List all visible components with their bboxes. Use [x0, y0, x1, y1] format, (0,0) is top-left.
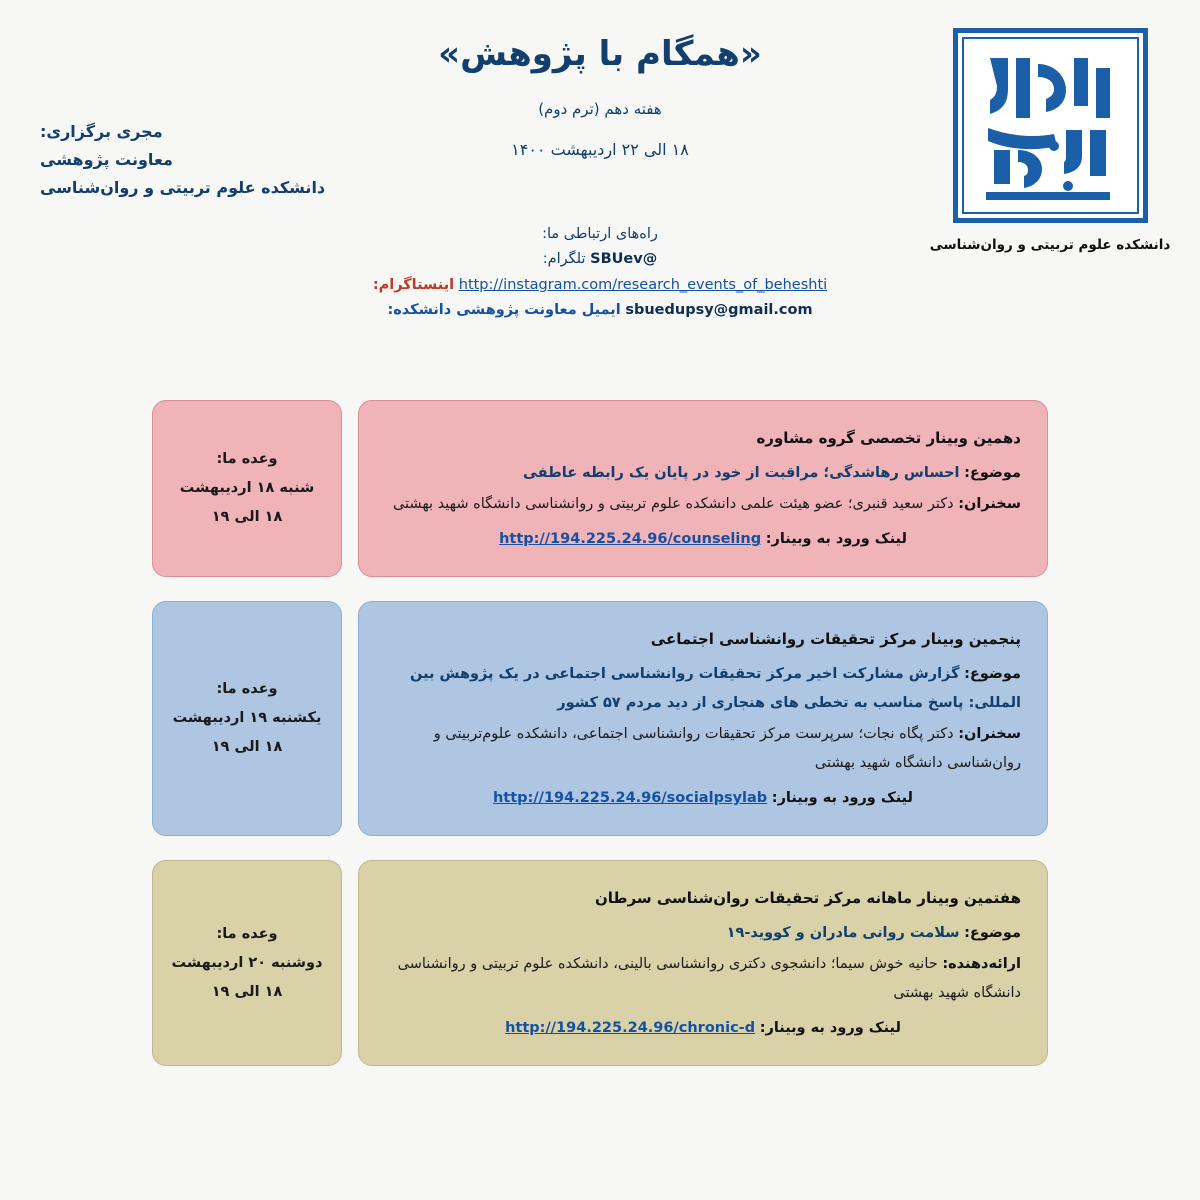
event-topic-key: موضوع: — [964, 925, 1021, 941]
contact-telegram — [0, 247, 1200, 272]
event-topic-value: احساس رهاشدگی؛ مراقبت از خود در پایان یک رابطه عاطفی — [523, 465, 960, 481]
event-title: دهمین وبینار تخصصی گروه مشاوره — [756, 429, 1021, 447]
event-webinar-link[interactable]: http://194.225.24.96/counseling — [499, 531, 762, 547]
event-date-caption: وعده ما: — [216, 925, 278, 942]
organizer-block — [40, 118, 460, 202]
event-topic-value: گزارش مشارکت اخیر مرکز تحقیقات روانشناسی اجتماعی در یک پژوهش بین المللی: پاسخ مناسب به تخطی های هنجاری از دید مردم ۵۷ کشور — [410, 666, 1021, 711]
event-speaker-key: سخنران: — [958, 496, 1021, 512]
event-speaker — [385, 720, 1021, 778]
organizer-line-3: دانشکده علوم تربیتی و روان‌شناسی — [40, 178, 326, 197]
event-topic — [385, 459, 1021, 488]
event-detail-card — [358, 860, 1048, 1066]
event-row — [0, 400, 1200, 577]
event-speaker — [385, 950, 1021, 1008]
event-row — [0, 860, 1200, 1066]
organizer-line-1: مجری برگزاری: — [40, 122, 163, 141]
event-speaker-value: حانیه خوش سیما؛ دانشجوی دکتری روانشناسی بالینی، دانشکده علوم تربیتی و روانشناسی دانشگاه شهید بهشتی — [397, 956, 1021, 1001]
event-date-time: ۱۸ الی ۱۹ — [211, 509, 283, 525]
event-title: پنجمین وبینار مرکز تحقیقات روانشناسی اجتماعی — [650, 630, 1021, 648]
event-topic-value: سلامت روانی مادران و کووید-۱۹ — [726, 925, 960, 941]
event-date-time: ۱۸ الی ۱۹ — [211, 739, 283, 755]
event-topic — [385, 660, 1021, 718]
telegram-value: @SBUev — [590, 251, 658, 268]
event-webinar-link[interactable]: http://194.225.24.96/chronic-d — [505, 1020, 756, 1036]
event-topic-key: موضوع: — [964, 666, 1021, 682]
contact-heading: راه‌های ارتباطی ما: — [542, 226, 658, 242]
event-webinar-link[interactable]: http://194.225.24.96/socialpsylab — [492, 790, 768, 806]
event-date-day: شنبه ۱۸ اردیبهشت — [179, 480, 315, 496]
page-title: «همگام با پژوهش» — [438, 34, 762, 74]
subtitle-week: هفته دهم (ترم دوم) — [538, 100, 662, 118]
event-date-card — [152, 601, 342, 836]
event-date-caption: وعده ما: — [216, 681, 278, 697]
event-link-line — [385, 525, 1021, 554]
event-speaker — [385, 490, 1021, 519]
event-link-key: لینک ورود به وبینار: — [765, 531, 907, 547]
contact-block — [0, 222, 1200, 324]
contact-instagram — [0, 273, 1200, 298]
event-speaker-key: سخنران: — [958, 726, 1021, 742]
event-date-caption: وعده ما: — [216, 451, 278, 467]
logo-caption: دانشکده علوم تربیتی و روان‌شناسی — [929, 237, 1171, 253]
schedule-list — [0, 400, 1200, 1090]
instagram-label: اینستاگرام: — [372, 276, 455, 293]
instagram-link[interactable]: http://instagram.com/research_events_of_beheshti — [458, 276, 828, 293]
event-detail-card — [358, 601, 1048, 836]
event-date-card — [152, 860, 342, 1066]
event-date-time: ۱۸ الی ۱۹ — [211, 983, 283, 1000]
event-link-line — [385, 784, 1021, 813]
event-speaker-value: دکتر پگاه نجات؛ سرپرست مرکز تحقیقات روانشناسی اجتماعی، دانشکده علوم‌تربیتی و روان‌شناسی دانشگاه شهید بهشتی — [433, 726, 1021, 771]
organizer-line-2: معاونت پژوهشی — [40, 150, 173, 169]
event-title: هفتمین وبینار ماهانه مرکز تحقیقات روان‌شناسی سرطان — [595, 889, 1021, 907]
contact-email — [0, 298, 1200, 323]
telegram-label: تلگرام: — [542, 251, 586, 268]
event-link-key: لینک ورود به وبینار: — [759, 1020, 901, 1036]
event-link-line — [385, 1014, 1021, 1043]
event-row — [0, 601, 1200, 836]
event-detail-card — [358, 400, 1048, 577]
event-date-day: یکشنبه ۱۹ اردیبهشت — [172, 710, 322, 726]
event-speaker-key: ارائه‌دهنده: — [942, 956, 1021, 972]
event-topic — [385, 919, 1021, 948]
email-label: ایمیل معاونت پژوهشی دانشکده: — [387, 302, 621, 319]
event-topic-key: موضوع: — [964, 465, 1021, 481]
email-value[interactable]: sbuedupsy@gmail.com — [625, 302, 813, 319]
event-link-key: لینک ورود به وبینار: — [771, 790, 913, 806]
event-date-day: دوشنبه ۲۰ اردیبهشت — [171, 954, 323, 971]
event-speaker-value: دکتر سعید قنبری؛ عضو هیئت علمی دانشکده علوم تربیتی و روانشناسی دانشگاه شهید بهشتی — [392, 496, 954, 512]
subtitle-date: ۱۸ الی ۲۲ اردیبهشت ۱۴۰۰ — [511, 140, 689, 159]
event-date-card — [152, 400, 342, 577]
